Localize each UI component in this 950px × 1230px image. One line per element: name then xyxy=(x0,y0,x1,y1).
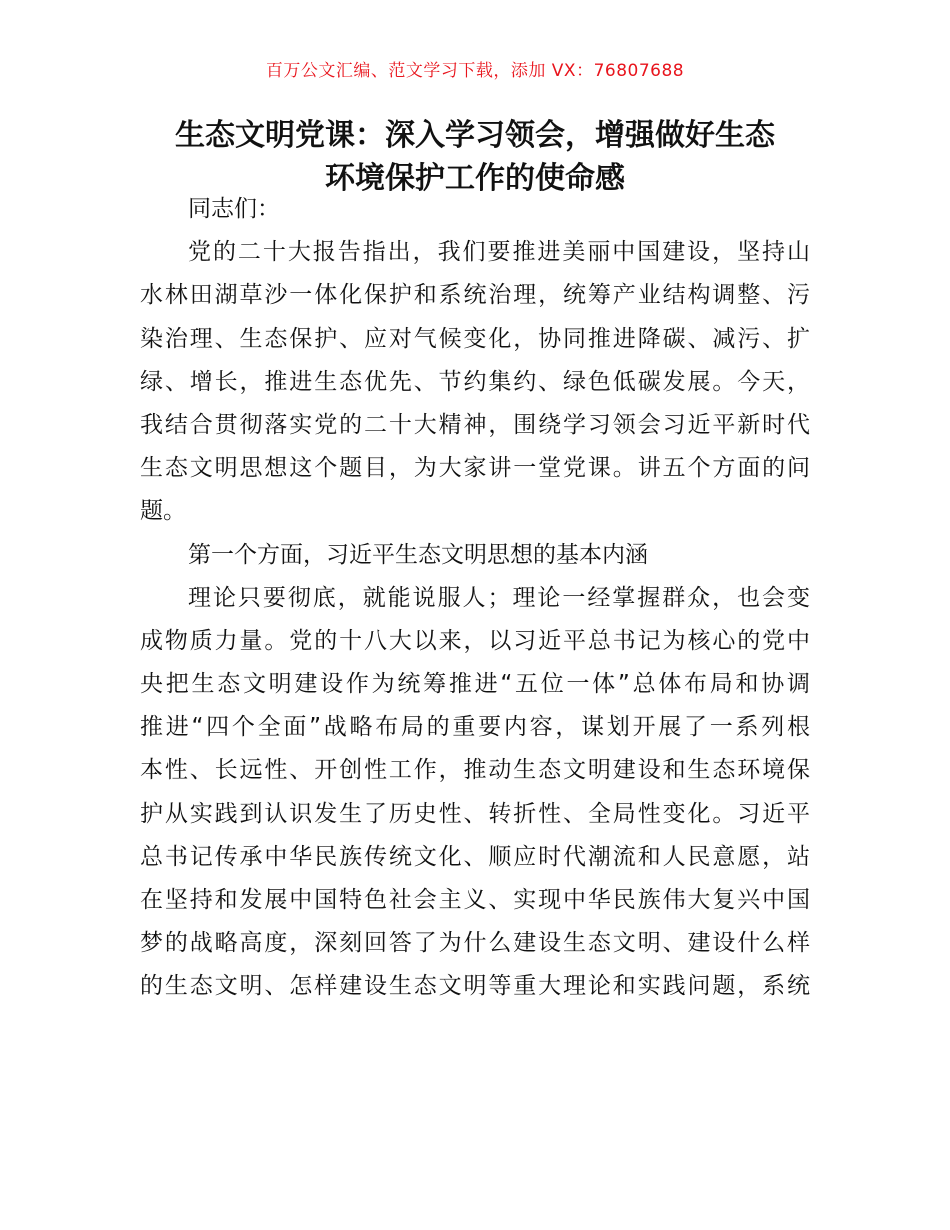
title-line: 环境保护工作的使命感 xyxy=(325,161,625,196)
paragraph-line: 总书记传承中华民族传统文化、顺应时代潮流和人民意愿，站 xyxy=(140,843,810,870)
paragraph-line: 党的二十大报告指出，我们要推进美丽中国建设，坚持山 xyxy=(188,239,810,266)
title-line: 生态文明党课：深入学习领会，增强做好生态 xyxy=(175,118,775,153)
paragraph-line: 生态文明思想这个题目，为大家讲一堂党课。讲五个方面的问 xyxy=(140,455,810,482)
paragraph-line: 染治理、生态保护、应对气候变化，协同推进降碳、减污、扩 xyxy=(140,325,810,352)
paragraph-line: 我结合贯彻落实党的二十大精神，围绕学习领会习近平新时代 xyxy=(140,411,810,438)
document-body xyxy=(140,188,810,1009)
paragraph-line: 梦的战略高度，深刻回答了为什么建设生态文明、建设什么样 xyxy=(140,930,810,957)
paragraph-section1 xyxy=(140,577,810,1009)
paragraph-line: 护从实践到认识发生了历史性、转折性、全局性变化。习近平 xyxy=(140,800,810,827)
paragraph-line: 水林田湖草沙一体化保护和系统治理，统筹产业结构调整、污 xyxy=(140,282,810,309)
paragraph-line: 题。 xyxy=(140,498,186,525)
section-heading: 第一个方面，习近平生态文明思想的基本内涵 xyxy=(188,541,648,568)
salutation: 同志们： xyxy=(188,196,280,222)
paragraph-intro xyxy=(140,231,810,533)
paragraph-line: 央把生态文明建设作为统筹推进“五位一体”总体布局和协调 xyxy=(140,671,810,698)
paragraph-line: 本性、长远性、开创性工作，推动生态文明建设和生态环境保 xyxy=(140,757,810,784)
watermark-header: 百万公文汇编、范文学习下载，添加 VX：76807688 xyxy=(265,61,685,81)
paragraph-line: 绿、增长，推进生态优先、节约集约、绿色低碳发展。今天， xyxy=(140,368,810,395)
paragraph-line: 在坚持和发展中国特色社会主义、实现中华民族伟大复兴中国 xyxy=(140,887,810,913)
paragraph-line: 的生态文明、怎样建设生态文明等重大理论和实践问题，系统 xyxy=(140,973,810,1000)
paragraph-line: 推进“四个全面”战略布局的重要内容，谋划开展了一系列根 xyxy=(140,714,810,741)
paragraph-line: 理论只要彻底，就能说服人；理论一经掌握群众，也会变 xyxy=(188,584,810,611)
paragraph-line: 成物质力量。党的十八大以来，以习近平总书记为核心的党中 xyxy=(140,627,810,654)
